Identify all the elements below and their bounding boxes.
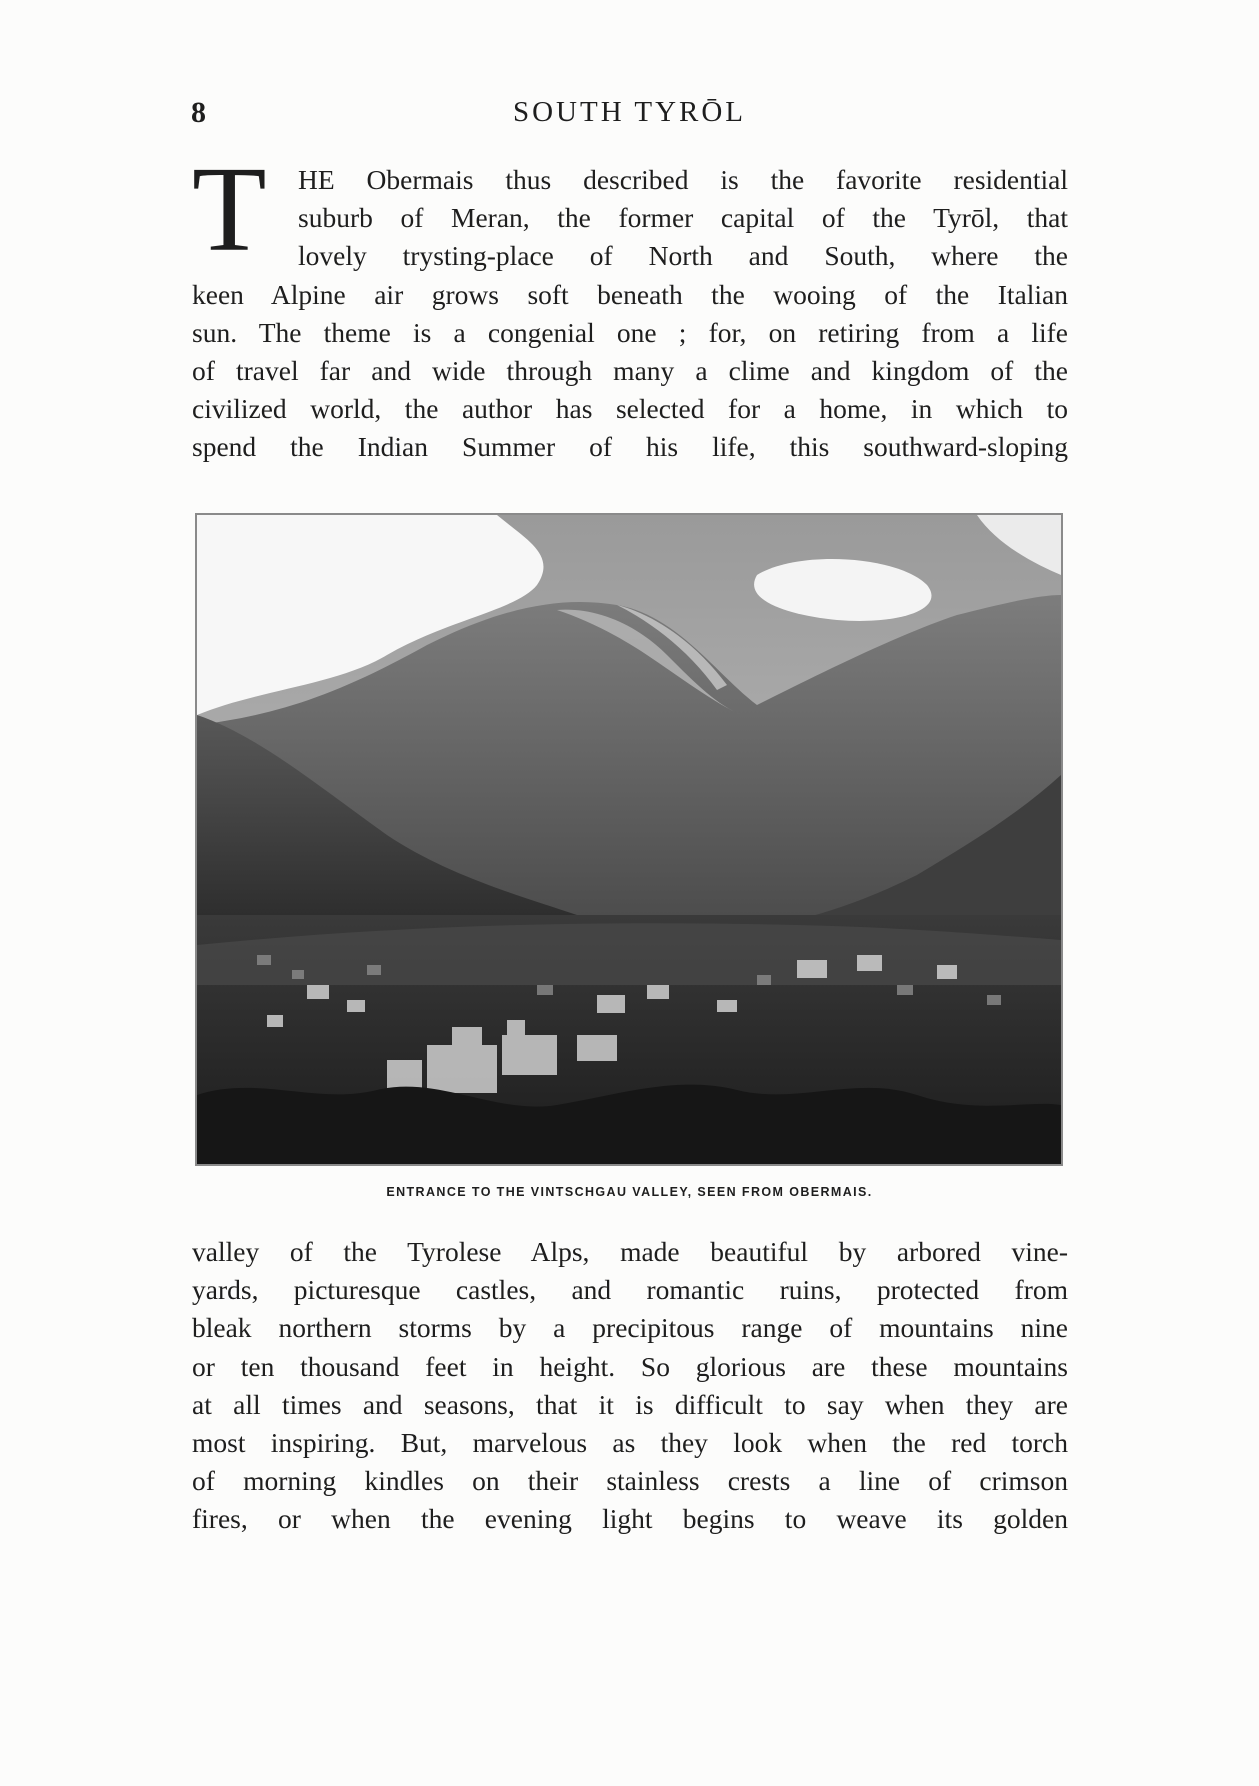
figure-caption: ENTRANCE TO THE VINTSCHGAU VALLEY, SEEN FROM OBERMAIS.	[386, 1185, 873, 1199]
text-line: yards, picturesque castles, and romantic ruins, protected from	[192, 1274, 1068, 1306]
text-line: lovely trysting-place of North and South, where the	[298, 240, 1068, 272]
text-line: sun. The theme is a congenial one ; for, on retiring from a life	[192, 316, 1068, 348]
text-line: suburb of Meran, the former capital of the Tyrōl, that	[298, 202, 1068, 234]
text-line: of morning kindles on their stainless crests a line of crimson	[192, 1465, 1068, 1497]
text-line: most inspiring. But, marvelous as they look when the red torch	[192, 1427, 1068, 1459]
text-line: valley of the Tyrolese Alps, made beautiful by arbored vine-	[192, 1236, 1068, 1267]
text-line: at all times and seasons, that it is difficult to say when they are	[192, 1388, 1068, 1420]
paragraph-top	[192, 161, 1068, 467]
drop-cap: T	[192, 142, 267, 277]
text-line: civilized world, the author has selected for a home, in which to	[192, 393, 1068, 425]
paragraph-bottom	[192, 1233, 1068, 1539]
text-line: fires, or when the evening light begins to weave its golden	[192, 1503, 1068, 1535]
text-line: or ten thousand feet in height. So glorious are these mountains	[192, 1350, 1068, 1382]
text-line: HE Obermais thus described is the favorite residential	[298, 164, 1068, 195]
running-head: SOUTH TYRŌL	[512, 96, 747, 128]
mountain-valley-image	[197, 515, 1061, 1164]
page-number: 8	[191, 96, 206, 129]
valley-photograph	[195, 513, 1063, 1166]
text-line: spend the Indian Summer of his life, this southward-sloping	[192, 431, 1068, 463]
text-line: keen Alpine air grows soft beneath the wooing of the Italian	[192, 278, 1068, 310]
text-line: of travel far and wide through many a clime and kingdom of the	[192, 355, 1068, 387]
text-line: bleak northern storms by a precipitous range of mountains nine	[192, 1312, 1068, 1344]
